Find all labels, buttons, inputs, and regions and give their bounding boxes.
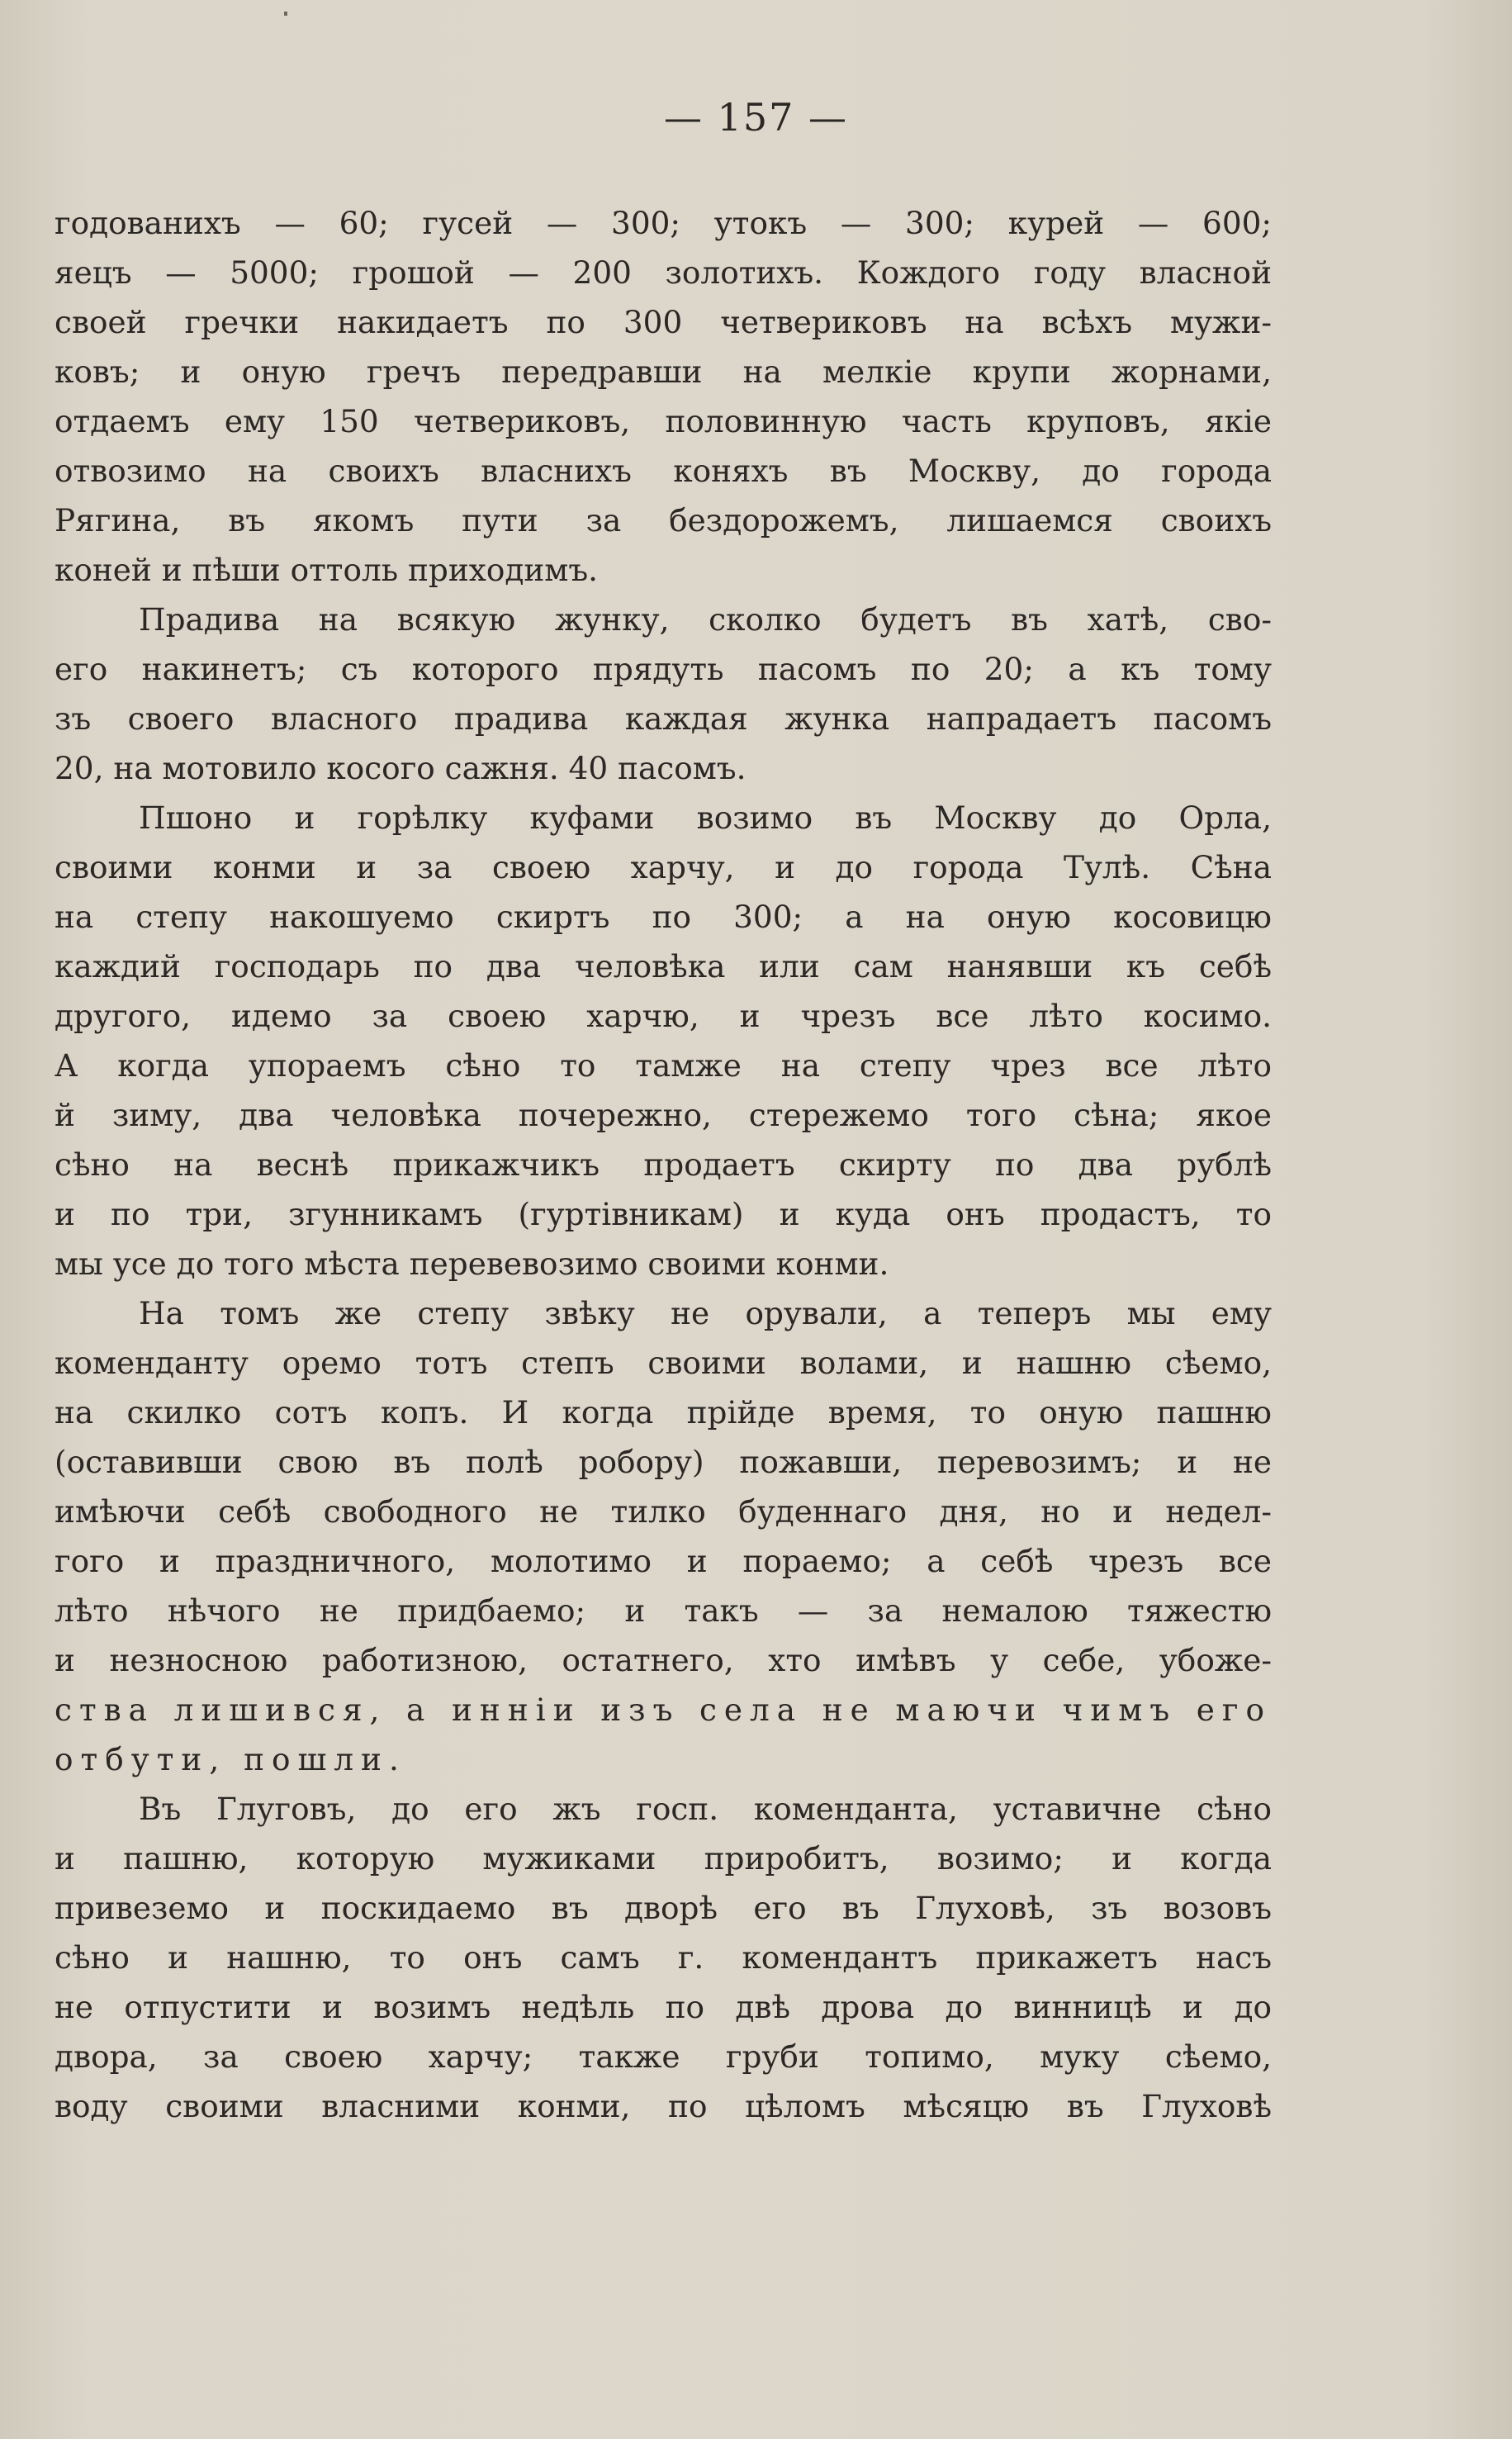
text-line: коменданту оремо тотъ степъ своими волами, и нашню сѣемо,: [55, 1345, 1272, 1381]
text-line: мы усе до того мѣста перевевозимо своими конми.: [55, 1246, 889, 1282]
text-line: ковъ; и оную гречъ передравши на мелкіе крупи жорнами,: [55, 354, 1272, 390]
text-line: его накинетъ; съ которого прядуть пасомъ по 20; а къ тому: [55, 651, 1272, 687]
print-speck: [284, 12, 287, 16]
page-text: [55, 198, 1272, 2131]
text-line: не отпустити и возимъ недѣль по двѣ дрова до винницѣ и до: [55, 1989, 1272, 2025]
text-line: отвозимо на своихъ власнихъ коняхъ въ Москву, до города: [55, 453, 1272, 489]
paragraph: [55, 1288, 1272, 1784]
text-line: на скилко сотъ копъ. И когда прійде время, то оную пашню: [55, 1394, 1272, 1431]
paragraph: [55, 793, 1272, 1288]
text-line: сѣно на веснѣ прикажчикъ продаетъ скирту по два рублѣ: [55, 1146, 1272, 1183]
text-line: своими конми и за своею харчу, и до города Тулѣ. Сѣна: [55, 849, 1272, 885]
text-line: Рягина, въ якомъ пути за бездорожемъ, лишаемся своихъ: [55, 502, 1272, 539]
paragraph: [55, 595, 1272, 793]
text-line: лѣто нѣчого не придбаемо; и такъ — за немалою тяжестю: [55, 1592, 1272, 1629]
text-line: (оставивши свою въ полѣ робору) пожавши, перевозимъ; и не: [55, 1444, 1272, 1480]
text-line: Пшоно и горѣлку куфами возимо въ Москву до Орла,: [139, 800, 1272, 836]
text-line: ства лишився, а инніи изъ села не маючи чимъ его: [55, 1692, 1272, 1728]
text-line: На томъ же степу звѣку не орували, а теперъ мы ему: [139, 1295, 1272, 1331]
text-line: гого и праздничного, молотимо и пораемо; а себѣ чрезъ все: [55, 1543, 1272, 1579]
text-line: привеземо и поскидаемо въ дворѣ его въ Глуховѣ, зъ возовъ: [55, 1890, 1272, 1926]
text-line: своей гречки накидаетъ по 300 четвериковъ на всѣхъ мужи-: [55, 304, 1272, 340]
paragraph: [55, 198, 1272, 595]
text-line: А когда упораемъ сѣно то тамже на степу чрез все лѣто: [55, 1047, 1272, 1084]
text-line: зъ своего власного прадива каждая жунка напрадаетъ пасомъ: [55, 700, 1272, 737]
text-line: двора, за своею харчу; также груби топимо, муку сѣемо,: [55, 2038, 1272, 2075]
text-line: отбути, пошли.: [55, 1741, 406, 1777]
text-line: воду своими власними конми, по цѣломъ мѣсяцю въ Глуховѣ: [55, 2088, 1272, 2124]
text-line: годованихъ — 60; гусей — 300; утокъ — 300; курей — 600;: [55, 205, 1272, 241]
text-line: Прадива на всякую жунку, сколко будетъ въ хатѣ, сво-: [139, 601, 1272, 638]
text-line: и по три, згунникамъ (гуртівникам) и куда онъ продастъ, то: [55, 1196, 1272, 1232]
text-line: й зиму, два человѣка почережно, стережемо того сѣна; якое: [55, 1097, 1272, 1133]
text-line: сѣно и нашню, то онъ самъ г. комендантъ прикажетъ насъ: [55, 1939, 1272, 1976]
text-line: коней и пѣши оттоль приходимъ.: [55, 552, 599, 588]
page-number: — 157 —: [663, 95, 849, 140]
text-line: и пашню, которую мужиками приробитъ, возимо; и когда: [55, 1840, 1272, 1877]
text-line: и незносною работизною, остатнего, хто имѣвъ у себе, убоже-: [55, 1642, 1272, 1678]
paragraph: [55, 1784, 1272, 2131]
text-line: 20, на мотовило косого сажня. 40 пасомъ.: [55, 750, 747, 786]
text-line: Въ Глуговъ, до его жъ госп. коменданта, уставичне сѣно: [139, 1791, 1272, 1827]
text-line: отдаемъ ему 150 четвериковъ, половинную часть круповъ, якіе: [55, 403, 1272, 439]
text-line: имѣючи себѣ свободного не тилко буденнаго дня, но и недел-: [55, 1493, 1272, 1530]
text-line: яецъ — 5000; грошой — 200 золотихъ. Кождого году власной: [55, 254, 1272, 291]
text-line: на степу накошуемо скиртъ по 300; а на оную косовицю: [55, 899, 1272, 935]
text-line: каждий господарь по два человѣка или сам нанявши къ себѣ: [55, 948, 1272, 985]
text-line: другого, идемо за своею харчю, и чрезъ все лѣто косимо.: [55, 998, 1272, 1034]
